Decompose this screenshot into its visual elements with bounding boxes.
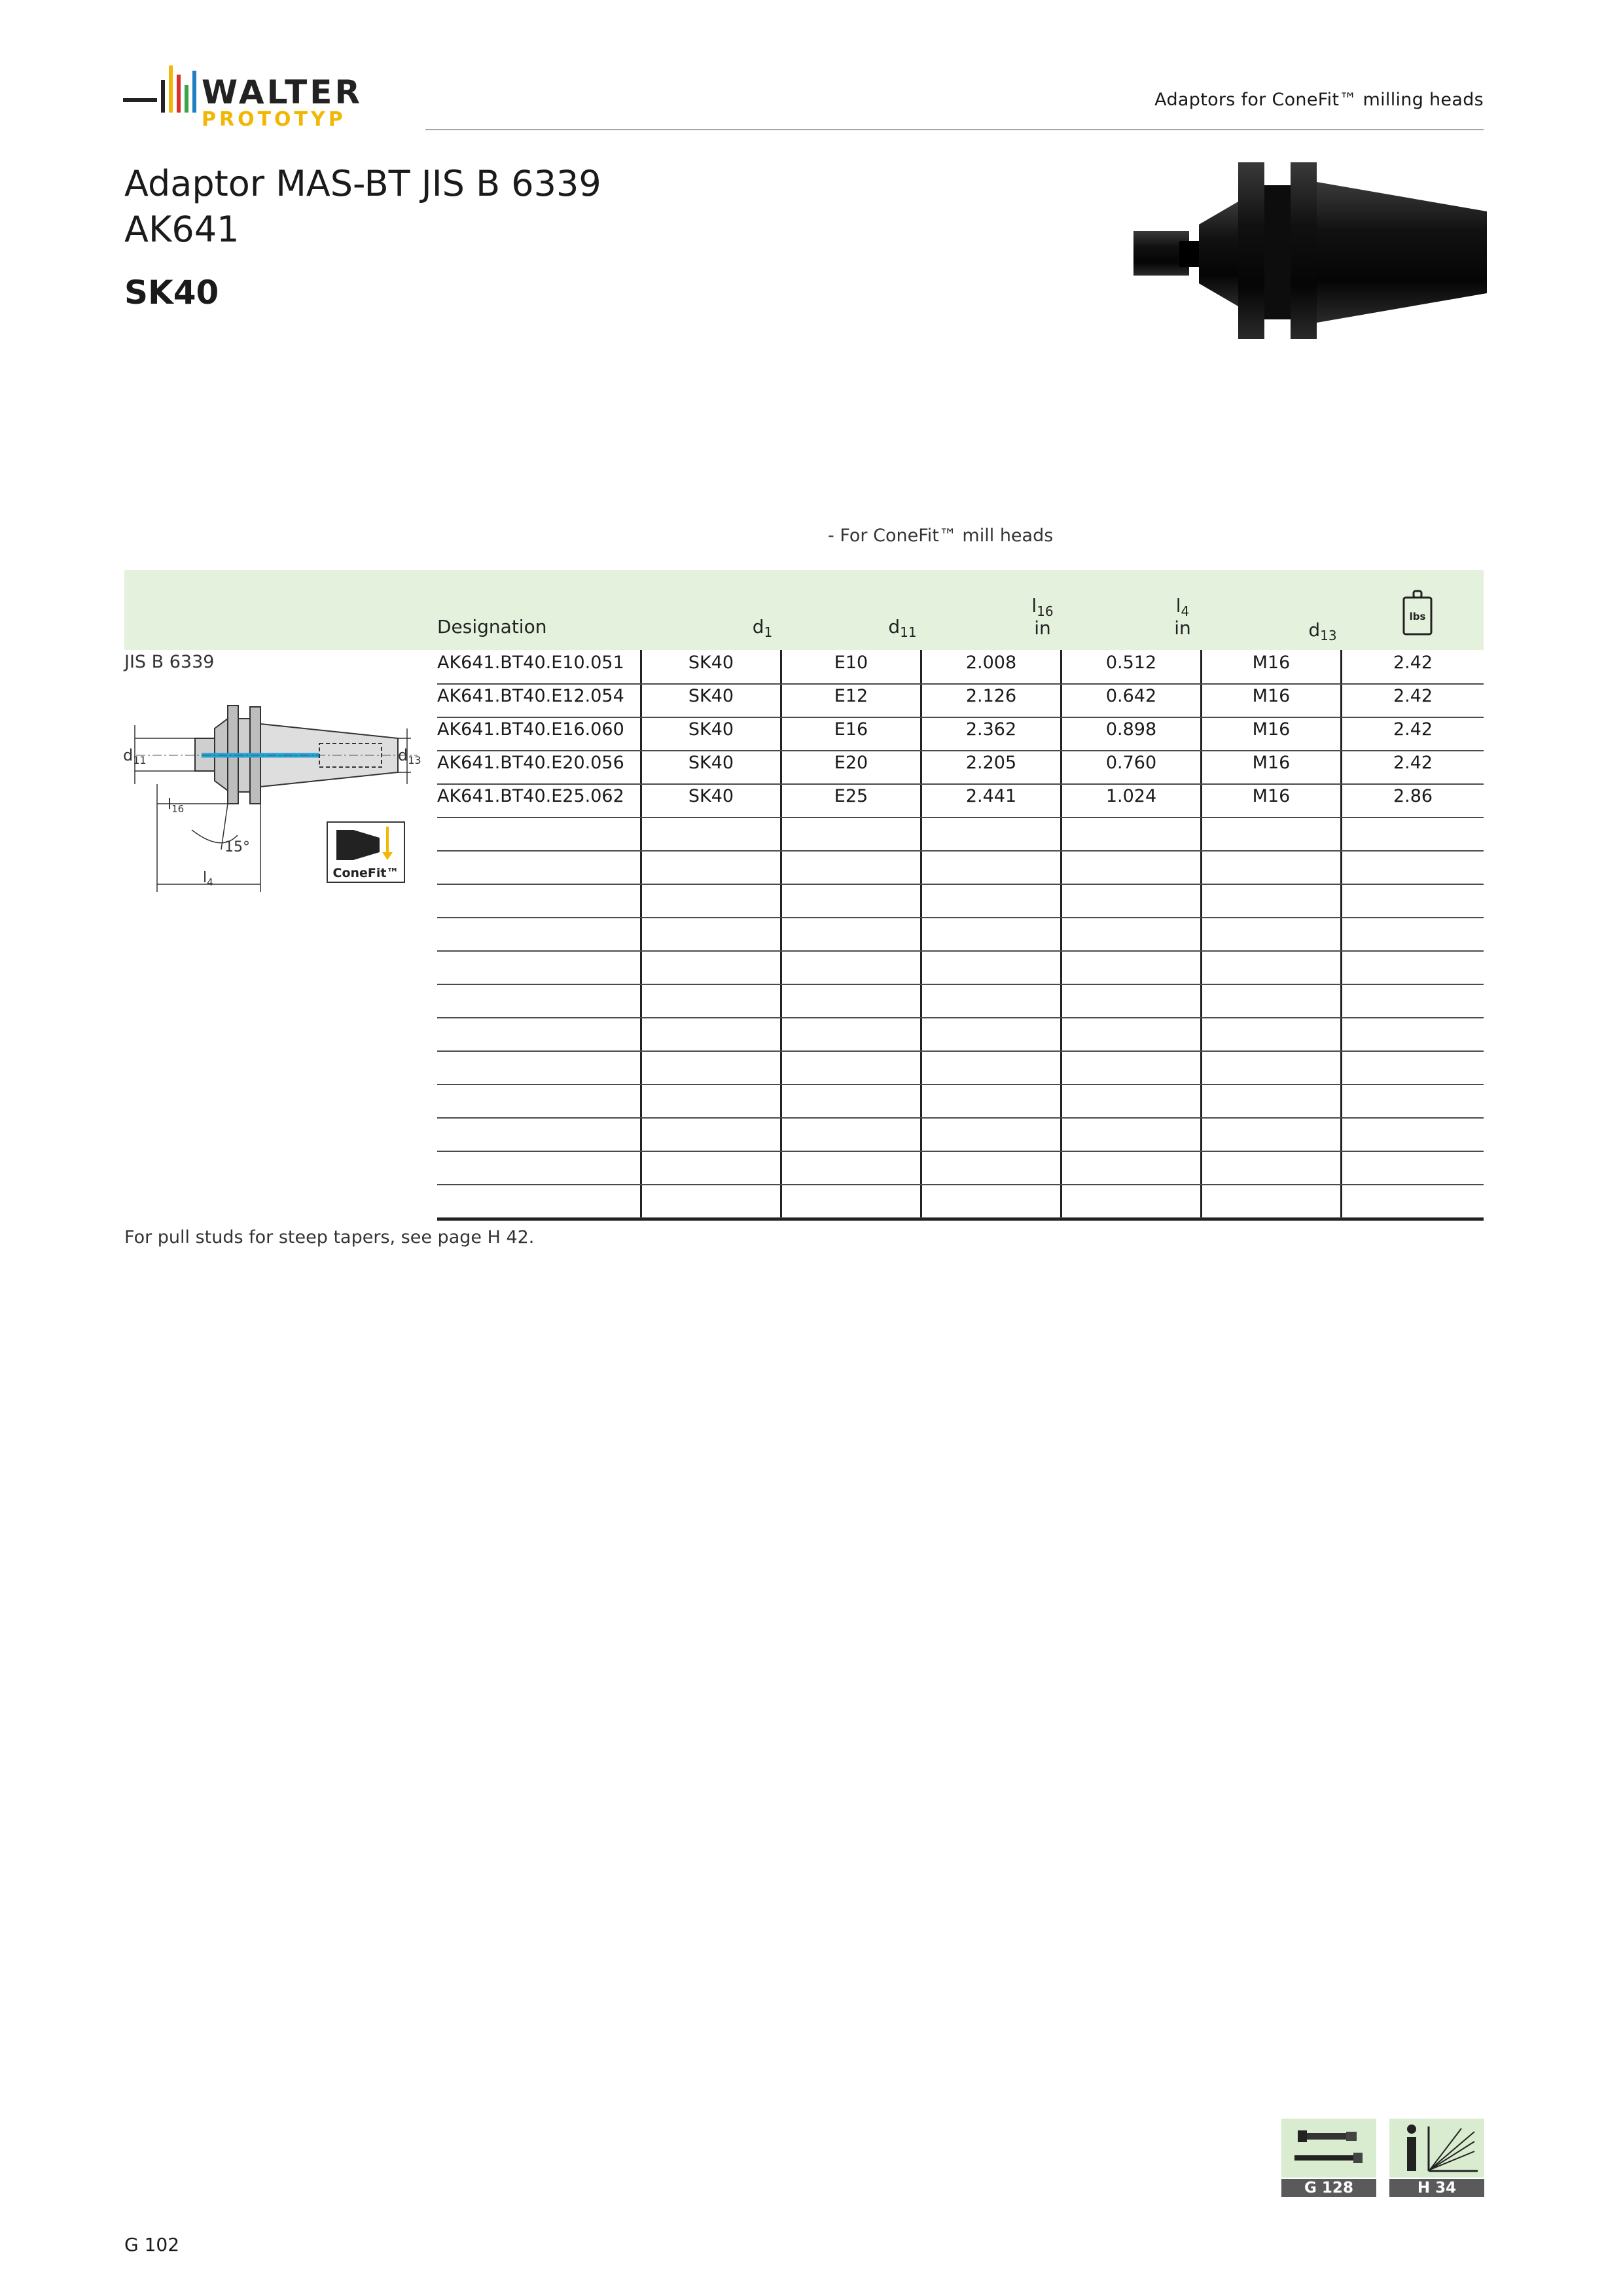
row-divider <box>437 917 1484 918</box>
cell-weight: 2.42 <box>1393 653 1433 673</box>
cell-l16: 2.441 <box>965 786 1017 806</box>
cell-d13: M16 <box>1252 653 1291 673</box>
cell-designation: AK641.BT40.E20.056 <box>437 753 624 773</box>
header-rule <box>425 129 1484 130</box>
cell-l4: 1.024 <box>1105 786 1157 806</box>
cell-l4: 0.642 <box>1105 686 1157 706</box>
cell-l16: 2.126 <box>965 686 1017 706</box>
cell-weight: 2.42 <box>1393 719 1433 740</box>
note-top: - For ConeFit™ mill heads <box>828 526 1054 546</box>
technical-drawing <box>123 692 431 895</box>
row-divider <box>437 1117 1484 1119</box>
table-bottom-rule <box>437 1218 1484 1221</box>
cell-d1: SK40 <box>688 753 734 773</box>
cell-d13: M16 <box>1252 786 1291 806</box>
cell-d11: E16 <box>834 719 868 740</box>
cell-d1: SK40 <box>688 686 734 706</box>
reference-badge-info[interactable] <box>1389 2119 1484 2197</box>
cell-l16: 2.008 <box>965 653 1017 673</box>
reference-badge-label: H 34 <box>1389 2179 1484 2197</box>
cell-d1: SK40 <box>688 786 734 806</box>
column-header-l4: $l_4$ <box>1175 595 1190 619</box>
column-header-designation: Designation <box>437 616 547 637</box>
conefit-badge-label: ConeFit™ <box>332 866 399 880</box>
dim-angle-label: 15° <box>224 839 250 855</box>
row-divider <box>437 884 1484 885</box>
logo-prototyp-text: PROTOTYP <box>202 108 346 131</box>
standard-label: JIS B 6339 <box>124 652 215 672</box>
dim-d13-label: $d_{13}$ <box>398 746 421 766</box>
row-divider <box>437 850 1484 852</box>
row-divider <box>437 950 1484 952</box>
cell-d13: M16 <box>1252 686 1291 706</box>
cell-l16: 2.205 <box>965 753 1017 773</box>
cell-weight: 2.86 <box>1393 786 1433 806</box>
cell-l4: 0.898 <box>1105 719 1157 740</box>
page-number: G 102 <box>124 2234 180 2255</box>
dim-l16-label: $l_{16}$ <box>168 797 185 815</box>
cell-designation: AK641.BT40.E16.060 <box>437 719 624 740</box>
cell-d13: M16 <box>1252 719 1291 740</box>
dim-d11-label: $d_{11}$ <box>123 746 147 766</box>
cell-d11: E12 <box>834 686 868 706</box>
row-divider <box>437 984 1484 985</box>
row-divider <box>437 1050 1484 1052</box>
product-photo <box>1133 162 1487 346</box>
product-title-line1: Adaptor MAS-BT JIS B 6339 <box>124 163 601 204</box>
table-header-band <box>124 570 1484 650</box>
column-header-l16: $l_{16}$ <box>1031 595 1054 619</box>
row-divider <box>437 1184 1484 1185</box>
cell-designation: AK641.BT40.E10.051 <box>437 653 624 673</box>
column-header-d13: $d_{13}$ <box>1308 619 1337 643</box>
column-header-l4-unit: in <box>1174 617 1191 639</box>
cell-d13: M16 <box>1252 753 1291 773</box>
cell-weight: 2.42 <box>1393 686 1433 706</box>
cell-d11: E10 <box>834 653 868 673</box>
row-divider <box>437 1151 1484 1152</box>
logo-walter-text: WALTER <box>202 73 363 111</box>
reference-badge-pull-studs[interactable] <box>1281 2119 1376 2197</box>
column-header-d1: $d_1$ <box>752 616 773 640</box>
weight-lbs-icon <box>1402 590 1433 637</box>
note-bottom: For pull studs for steep tapers, see page H 42. <box>124 1227 535 1247</box>
cell-d1: SK40 <box>688 719 734 740</box>
cell-d11: E20 <box>834 753 868 773</box>
cell-d11: E25 <box>834 786 868 806</box>
cell-l16: 2.362 <box>965 719 1017 740</box>
product-title-line2: AK641 <box>124 209 240 250</box>
row-divider <box>437 1084 1484 1085</box>
section-title: Adaptors for ConeFit™ milling heads <box>1154 90 1484 110</box>
dim-l4-label: $l_4$ <box>203 870 213 888</box>
svg-text:lbs: lbs <box>1409 611 1426 622</box>
walter-prototyp-logo <box>123 60 404 132</box>
product-size: SK40 <box>124 274 219 312</box>
reference-badge-label: G 128 <box>1281 2179 1376 2197</box>
cell-l4: 0.512 <box>1105 653 1157 673</box>
cell-designation: AK641.BT40.E12.054 <box>437 686 624 706</box>
cell-d1: SK40 <box>688 653 734 673</box>
info-chart-icon <box>1389 2119 1484 2178</box>
cell-weight: 2.42 <box>1393 753 1433 773</box>
cell-designation: AK641.BT40.E25.062 <box>437 786 624 806</box>
row-divider <box>437 817 1484 818</box>
pull-stud-icon <box>1281 2119 1376 2178</box>
row-divider <box>437 1017 1484 1018</box>
column-header-d11: $d_{11}$ <box>888 616 917 640</box>
cell-l4: 0.760 <box>1105 753 1157 773</box>
column-header-l16-unit: in <box>1034 617 1051 639</box>
